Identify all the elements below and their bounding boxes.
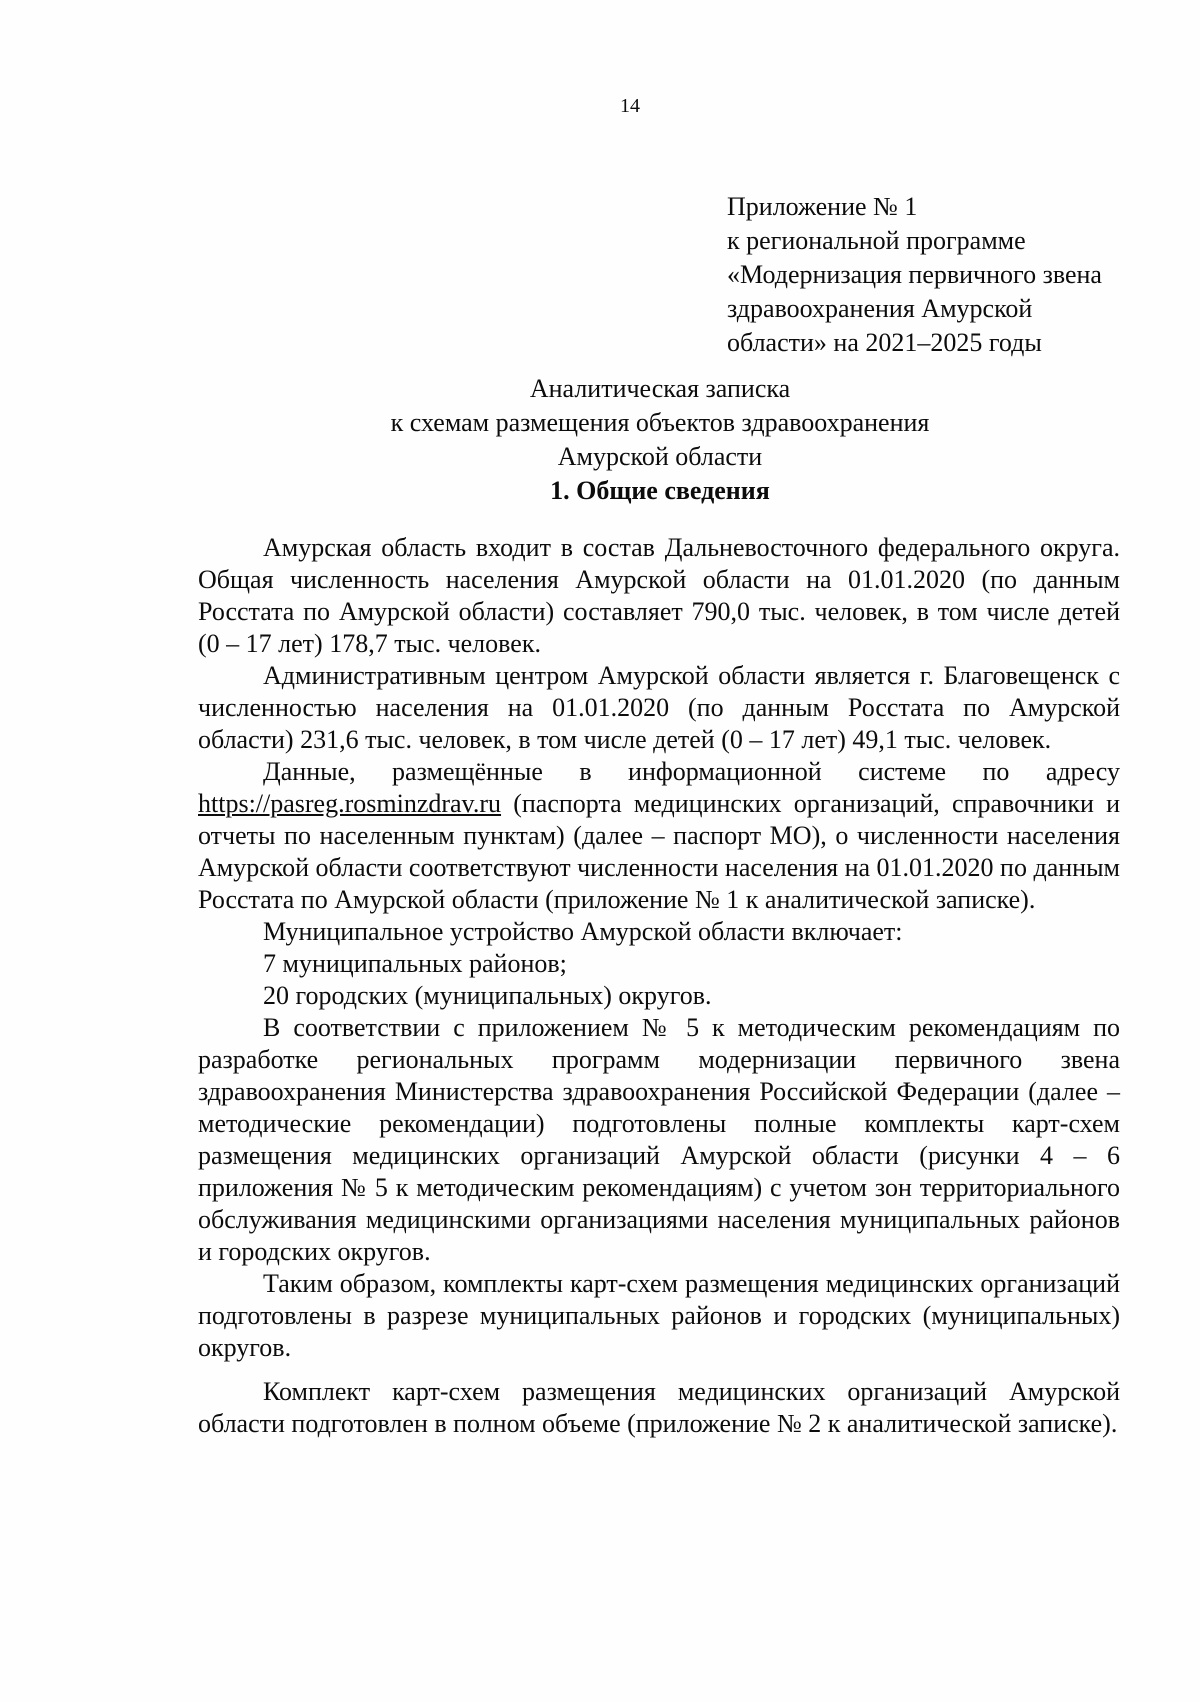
- appendix-line: «Модернизация первичного звена: [727, 260, 1102, 289]
- paragraph: Комплект карт-схем размещения медицинских организаций Амурской области подготовлен в полном объеме (приложение № 2 к аналитической записке).: [198, 1377, 1120, 1438]
- appendix-line: области» на 2021–2025 годы: [727, 328, 1042, 357]
- appendix-header: [727, 190, 1167, 360]
- paragraph: [198, 756, 1120, 916]
- url-link[interactable]: https://pasreg.rosminzdrav.ru: [198, 789, 502, 818]
- section-heading: 1. Общие сведения: [550, 476, 770, 505]
- paragraph: Амурская область входит в состав Дальневосточного федерального округа. Общая численность населения Амурской области на 01.01.2020 (по данным Росстата по Амурской области) составляет 790,0 тыс. человек, в том числе детей (0 – 17 лет) 178,7 тыс. человек.: [198, 533, 1120, 658]
- paragraph-text: Данные, размещённые в информационной системе по адресу: [263, 757, 1120, 786]
- paragraph: Муниципальное устройство Амурской области включает:: [263, 917, 903, 946]
- paragraph: Административным центром Амурской области является г. Благовещенск с численностью населения на 01.01.2020 (по данным Росстата по Амурской области) 231,6 тыс. человек, в том числе детей (0 – 17 лет) 49,1 тыс. человек.: [198, 661, 1120, 754]
- title-line: к схемам размещения объектов здравоохранения: [390, 408, 930, 437]
- page-number: 14: [620, 95, 640, 117]
- list-item: 20 городских (муниципальных) округов.: [263, 981, 712, 1010]
- appendix-line: Приложение № 1: [727, 192, 918, 221]
- appendix-line: здравоохранения Амурской: [727, 294, 1033, 323]
- title-line: Амурской области: [557, 442, 763, 471]
- document-title: [200, 372, 1120, 508]
- title-line: Аналитическая записка: [529, 374, 791, 403]
- appendix-line: к региональной программе: [727, 226, 1026, 255]
- paragraph: Таким образом, комплекты карт-схем размещения медицинских организаций подготовлены в разрезе муниципальных районов и городских (муниципальных) округов.: [198, 1269, 1120, 1362]
- body-text: [198, 532, 1120, 1440]
- list-item: 7 муниципальных районов;: [263, 949, 567, 978]
- paragraph: В соответствии с приложением № 5 к методическим рекомендациям по разработке региональных программ модернизации первичного звена здравоохранения Министерства здравоохранения Российской Федерации (далее – методические рекомендации) подготовлены полные комплекты карт-схем размещения медицинских организаций Амурской области (рисунки 4 – 6 приложения № 5 к методическим рекомендациям) с учетом зон территориального обслуживания медицинскими организациями населения муниципальных районов и городских округов.: [198, 1013, 1120, 1266]
- paragraph-text: (паспорта медицинских организаций, справочники и отчеты по населенным пунктам) (далее – паспорт МО), о численности населения Амурской области соответствуют численности населения на 01.01.2020 по данным Росстата по Амурской области (приложение № 1 к аналитической записке).: [198, 789, 1120, 914]
